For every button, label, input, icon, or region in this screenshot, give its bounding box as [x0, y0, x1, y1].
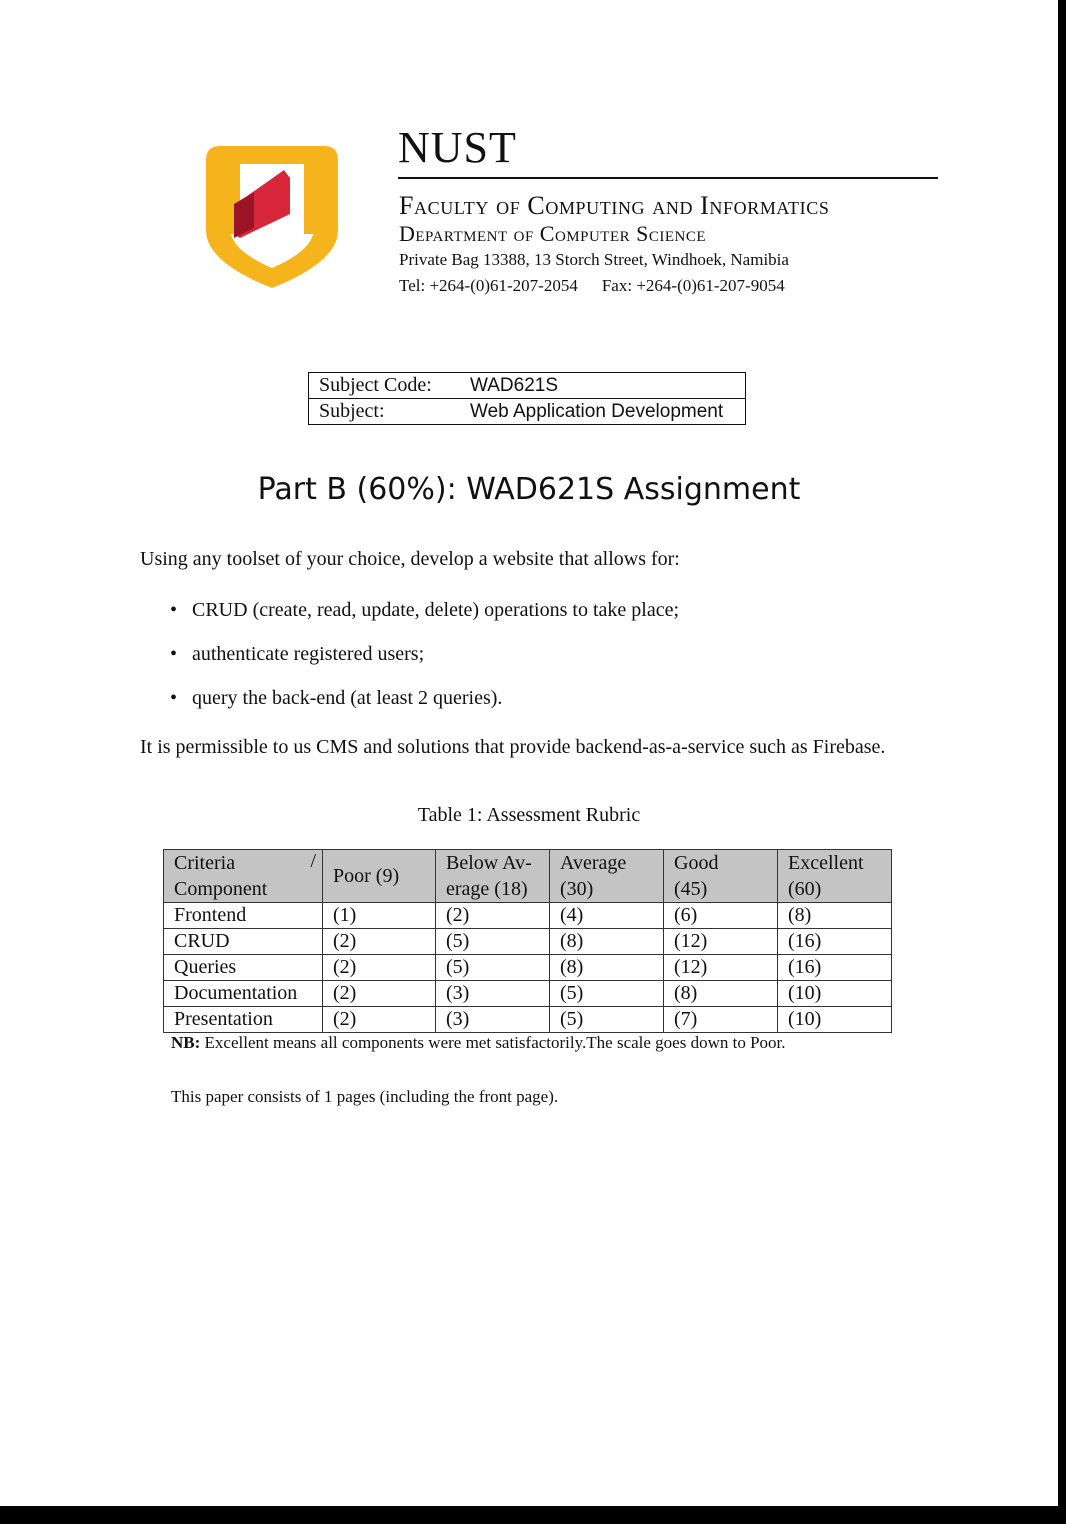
assessment-rubric-table — [163, 849, 892, 1033]
header-slash: / — [310, 850, 316, 872]
contact-line — [399, 276, 785, 296]
department-name: Department of Computer Science — [399, 221, 707, 246]
bullet-icon: • — [170, 643, 178, 665]
table-cell: (2) — [323, 981, 436, 1007]
header-average-line1: Average — [560, 852, 627, 874]
header-rule — [398, 177, 938, 179]
header-good-line2: (45) — [674, 878, 708, 900]
bullet-icon: • — [170, 687, 178, 709]
requirements-list — [170, 598, 679, 730]
table-row — [164, 1007, 892, 1033]
list-item-text: query the back-end (at least 2 queries). — [192, 687, 503, 709]
table-row — [164, 981, 892, 1007]
table-caption: Table 1: Assessment Rubric — [417, 804, 641, 826]
postal-address: Private Bag 13388, 13 Storch Street, Windhoek, Namibia — [399, 250, 789, 269]
table-cell: (8) — [664, 981, 778, 1007]
header-good-line1: Good — [674, 852, 719, 874]
header-poor: Poor (9) — [323, 850, 436, 903]
list-item — [170, 642, 679, 686]
header-excellent-line2: (60) — [788, 878, 822, 900]
table-cell: Queries — [164, 955, 323, 981]
table-cell: (2) — [323, 955, 436, 981]
permission-paragraph: It is permissible to us CMS and solutions that provide backend-as-a-service such as Firebase. — [140, 736, 886, 758]
subject-code-row — [309, 373, 746, 399]
header-good — [664, 850, 778, 903]
nust-logo — [204, 142, 340, 290]
note-label: NB: — [171, 1033, 201, 1052]
table-cell: (16) — [778, 929, 892, 955]
intro-text: Using any toolset of your choice, develop a website that allows for: — [140, 548, 680, 570]
header-below-line2: erage (18) — [446, 878, 528, 900]
list-item-text: CRUD (create, read, update, delete) operations to take place; — [192, 599, 680, 621]
table-cell: (8) — [778, 903, 892, 929]
table-cell: CRUD — [164, 929, 323, 955]
table-cell: (12) — [664, 955, 778, 981]
list-item-text: authenticate registered users; — [192, 643, 425, 665]
table-cell: (8) — [550, 955, 664, 981]
table-cell: Documentation — [164, 981, 323, 1007]
list-item — [170, 686, 679, 730]
list-item — [170, 598, 679, 642]
note-text: Excellent means all components were met satisfactorily.The scale goes down to Poor. — [200, 1033, 786, 1052]
page-count-note: This paper consists of 1 pages (including the front page). — [171, 1087, 559, 1106]
table-cell: (7) — [664, 1007, 778, 1033]
header-criteria-line2: Component — [174, 878, 268, 900]
table-cell: (10) — [778, 1007, 892, 1033]
table-cell: (5) — [436, 955, 550, 981]
subject-code-value: WAD621S — [460, 373, 746, 399]
subject-value: Web Application Development — [460, 399, 746, 425]
header-excellent — [778, 850, 892, 903]
table-row — [164, 929, 892, 955]
table-cell: (5) — [550, 1007, 664, 1033]
table-cell: Presentation — [164, 1007, 323, 1033]
bullet-icon: • — [170, 599, 178, 621]
header-below-line1: Below Av- — [446, 852, 532, 874]
table-cell: (3) — [436, 1007, 550, 1033]
table-row — [164, 955, 892, 981]
header-excellent-line1: Excellent — [788, 852, 864, 874]
institution-name: NUST — [398, 123, 517, 172]
subject-info-box — [308, 372, 746, 425]
rubric-note — [171, 1033, 786, 1053]
table-row — [164, 903, 892, 929]
header-criteria-line1: Criteria — [174, 852, 236, 874]
assignment-title: Part B (60%): WAD621S Assignment — [257, 472, 801, 507]
table-cell: (10) — [778, 981, 892, 1007]
header-below-average — [436, 850, 550, 903]
header-average-line2: (30) — [560, 878, 594, 900]
subject-name-row — [309, 399, 746, 425]
header-criteria — [164, 850, 323, 903]
table-cell: (2) — [323, 1007, 436, 1033]
table-cell: (5) — [436, 929, 550, 955]
table-header-row — [164, 850, 892, 903]
table-cell: (6) — [664, 903, 778, 929]
telephone: Tel: +264-(0)61-207-2054 — [399, 276, 578, 295]
header-average — [550, 850, 664, 903]
table-cell: (3) — [436, 981, 550, 1007]
table-cell: (1) — [323, 903, 436, 929]
table-cell: (5) — [550, 981, 664, 1007]
faculty-name: Faculty of Computing and Informatics — [399, 191, 830, 220]
table-cell: (2) — [436, 903, 550, 929]
table-cell: (12) — [664, 929, 778, 955]
table-cell: (2) — [323, 929, 436, 955]
fax-number: Fax: +264-(0)61-207-9054 — [601, 276, 785, 295]
subject-code-label: Subject Code: — [309, 373, 461, 399]
table-cell: Frontend — [164, 903, 323, 929]
table-cell: (4) — [550, 903, 664, 929]
subject-label: Subject: — [309, 399, 461, 425]
table-cell: (16) — [778, 955, 892, 981]
table-cell: (8) — [550, 929, 664, 955]
logo-right-bar — [304, 154, 314, 234]
